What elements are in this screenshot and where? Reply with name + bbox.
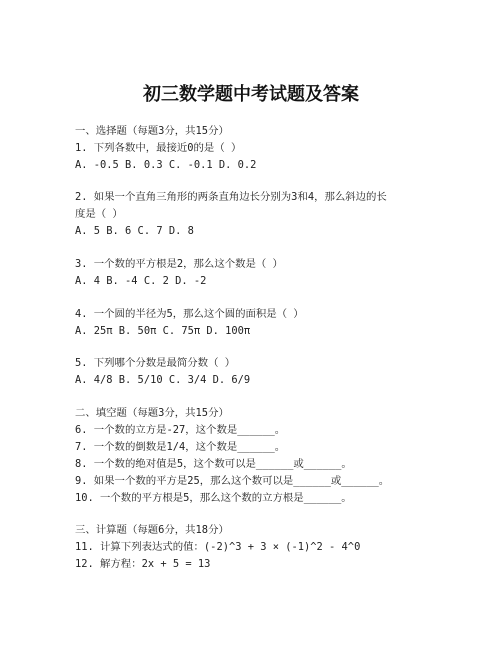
question-1: 1. 下列各数中，最接近0的是（ ）: [75, 142, 242, 154]
question-4: 4. 一个圆的半径为5，那么这个圆的面积是（ ）: [75, 308, 304, 320]
question-1-options: A. -0.5 B. 0.3 C. -0.1 D. 0.2: [75, 159, 257, 171]
question-2-continued: 度是（ ）: [75, 208, 123, 220]
question-10: 10. 一个数的平方根是5，那么这个数的立方根是______。: [75, 492, 352, 504]
question-8: 8. 一个数的绝对值是5，这个数可以是______或______。: [75, 458, 352, 470]
section-heading-fill-in: 二、填空题（每题3分，共15分）: [75, 407, 229, 419]
question-2: 2. 如果一个直角三角形的两条直角边长分别为3和4，那么斜边的长: [75, 191, 387, 203]
question-6: 6. 一个数的立方是-27，这个数是______。: [75, 424, 286, 436]
question-4-options: A. 25π B. 50π C. 75π D. 100π: [75, 325, 251, 337]
question-7: 7. 一个数的倒数是1/4，这个数是______。: [75, 441, 286, 453]
section-heading-calculation: 三、计算题（每题6分，共18分）: [75, 524, 229, 536]
question-11: 11. 计算下列表达式的值：(-2)^3 + 3 × (-1)^2 - 4^0: [75, 541, 361, 553]
question-5: 5. 下列哪个分数是最简分数（ ）: [75, 357, 236, 369]
document-title: 初三数学题中考试题及答案: [143, 84, 359, 105]
question-2-options: A. 5 B. 6 C. 7 D. 8: [75, 225, 194, 237]
section-heading-choice: 一、选择题（每题3分，共15分）: [75, 125, 229, 137]
question-3-options: A. 4 B. -4 C. 2 D. -2: [75, 275, 207, 287]
question-12: 12. 解方程：2x + 5 = 13: [75, 558, 211, 570]
question-9: 9. 如果一个数的平方是25，那么这个数可以是______或______。: [75, 475, 390, 487]
question-3: 3. 一个数的平方根是2，那么这个数是（ ）: [75, 258, 283, 270]
question-5-options: A. 4/8 B. 5/10 C. 3/4 D. 6/9: [75, 374, 251, 386]
